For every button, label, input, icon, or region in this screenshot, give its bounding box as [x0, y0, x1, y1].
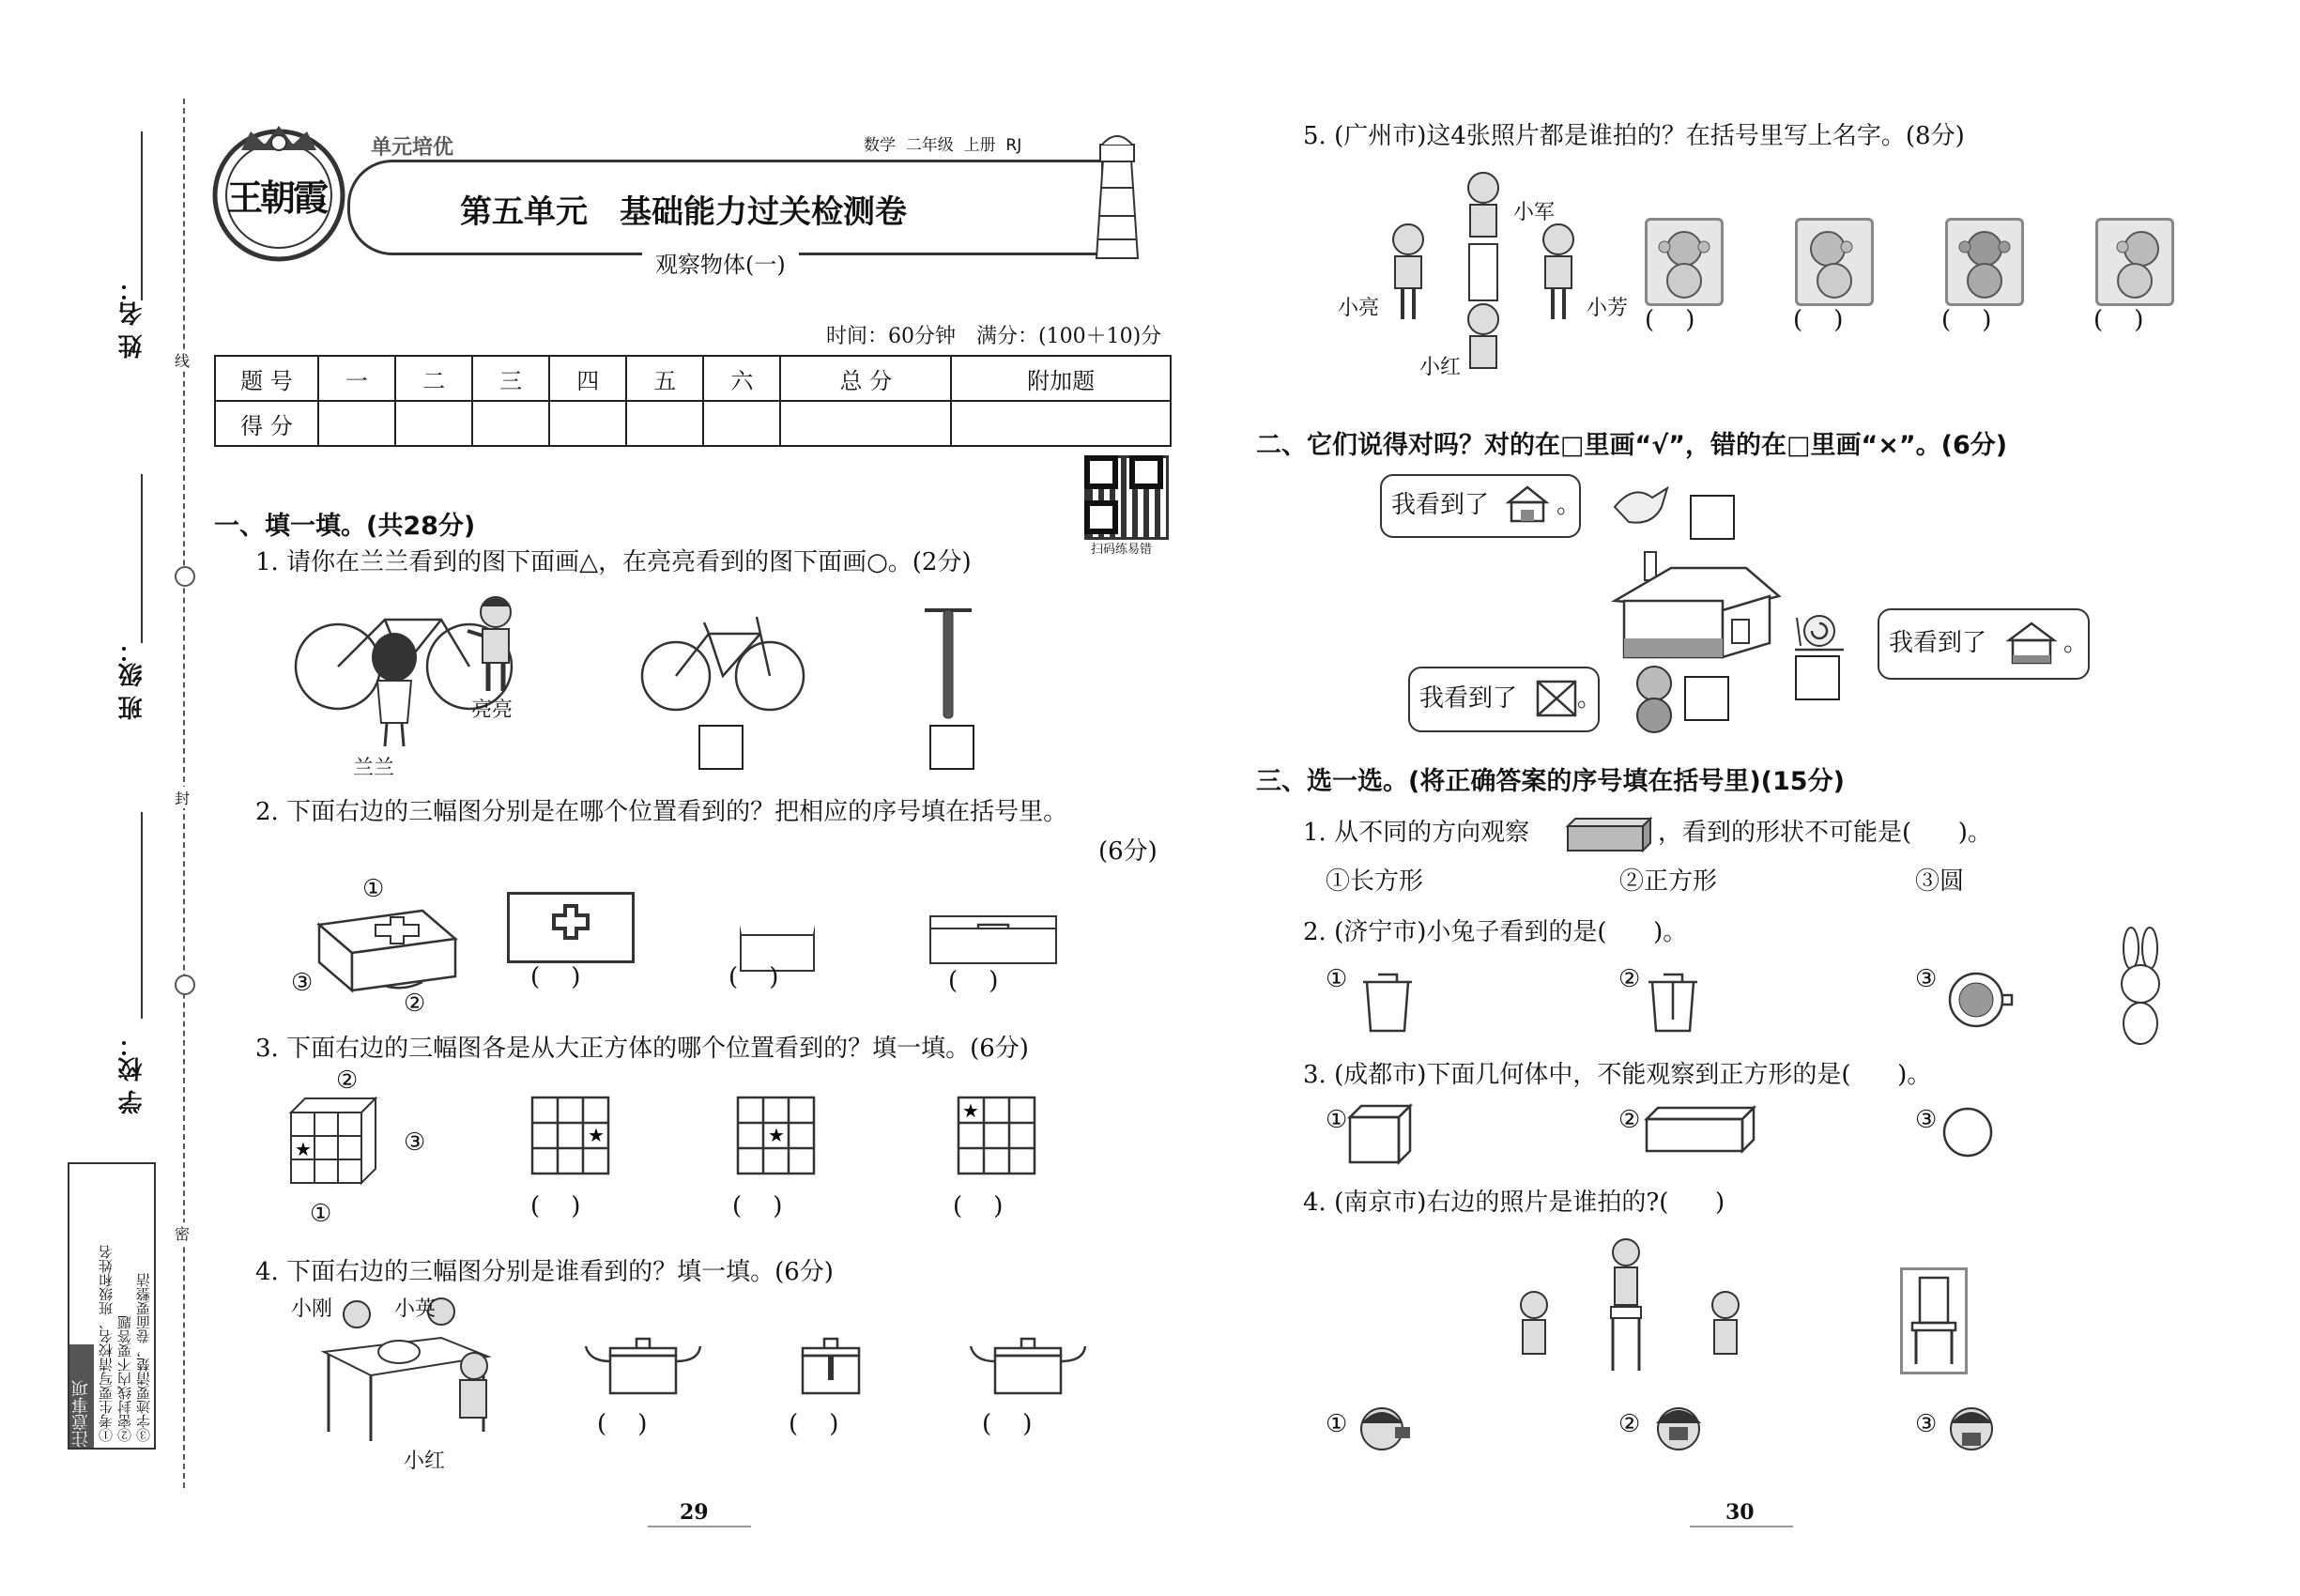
seal-dot: [175, 974, 195, 995]
kit-front-view: [929, 915, 1057, 964]
q1-bicycle-front-view: [925, 601, 972, 727]
q2-position-1: ①: [362, 875, 385, 903]
q3-answer-1[interactable]: ( ): [530, 1192, 581, 1220]
q3-position-1: ①: [310, 1200, 332, 1228]
page-title: 第五单元 基础能力过关检测卷: [460, 193, 907, 231]
grid-view-1: [531, 1097, 610, 1179]
seal-char-mi: 密: [175, 1222, 190, 1244]
q2-text: 2. 下面右边的三幅图分别是在哪个位置看到的？把相应的序号填在括号里。: [255, 798, 1068, 826]
qr-code-finder: [1084, 500, 1118, 534]
s2-answer-box-2[interactable]: [1795, 655, 1840, 700]
page-flourish: [1690, 1526, 1793, 1527]
seal-char-feng: 封: [175, 787, 190, 808]
lanlan-label: 兰兰: [353, 757, 395, 780]
s3-q4-option-3-num[interactable]: ③: [1915, 1410, 1938, 1438]
score-cell[interactable]: [472, 401, 549, 446]
xiaojun-label: 小军: [1513, 201, 1556, 224]
svg-text:★: ★: [768, 1124, 785, 1146]
school-label: 学 校：: [118, 1033, 146, 1115]
table-cell: 二: [395, 356, 472, 401]
cuboid-shape: [1645, 1106, 1757, 1157]
q2-answer-3[interactable]: ( ): [948, 967, 999, 995]
kit-top-view: [507, 892, 635, 963]
seal-dot: [175, 566, 195, 587]
name-line: [141, 131, 143, 300]
bubble-end: 。: [1556, 491, 1582, 519]
table-row: [215, 401, 1171, 446]
bubble-text: 我看到了: [1419, 684, 1518, 713]
q2-position-3: ③: [291, 969, 314, 997]
table-cell: 总 分: [780, 356, 951, 401]
section-1-heading: 一、填一填。(共28分): [214, 512, 476, 541]
name-label: 姓 名：: [118, 277, 146, 360]
s3-q3-text: 3. (成都市)下面几何体中，不能观察到正方形的是( )。: [1303, 1061, 1932, 1089]
xiaofang-label: 小芳: [1587, 297, 1629, 320]
score-cell[interactable]: [780, 401, 951, 446]
s3-q1-text-b: ，看到的形状不可能是( )。: [1658, 819, 1992, 847]
table-cell: 三: [472, 356, 549, 401]
q1-bicycle-side-view: [638, 606, 807, 722]
note-2: ②密封线内不要答题: [116, 1315, 133, 1442]
binding-strip: [0, 0, 191, 1596]
table-cell: 五: [626, 356, 703, 401]
q5-answer-3[interactable]: ( ): [1941, 306, 1992, 334]
q3-position-3: ③: [404, 1128, 426, 1157]
score-cell[interactable]: [626, 401, 703, 446]
s3-q3-option-1-num[interactable]: ①: [1326, 1106, 1348, 1134]
q4-answer-1[interactable]: ( ): [597, 1410, 648, 1438]
teapot-view-3: [967, 1333, 1089, 1403]
chair-photo: [1900, 1267, 1968, 1374]
svg-text:★: ★: [962, 1099, 979, 1122]
meta-line: 数学 二年级 上册 RJ: [864, 136, 1022, 155]
q2-position-2: ②: [404, 990, 426, 1018]
svg-text:★: ★: [588, 1124, 605, 1146]
class-label: 班 级：: [118, 638, 146, 721]
rabbit-icon: [2093, 929, 2187, 1055]
liangliang-label: 亮亮: [471, 698, 514, 722]
q4-text: 4. 下面右边的三幅图分别是谁看到的？填一填。(6分): [255, 1258, 834, 1286]
table-cell: 一: [318, 356, 395, 401]
monkey-photo-3: [1945, 218, 2024, 306]
house-top-icon: [1504, 482, 1551, 529]
cube-shape: [1348, 1104, 1414, 1168]
q2-answer-2[interactable]: ( ): [728, 963, 779, 991]
grid-view-2: [737, 1097, 816, 1179]
section-2-heading: 二、它们说得对吗？对的在□里画“√”，错的在□里画“×”。(6分): [1256, 431, 2008, 460]
series-tag: 单元培优: [371, 136, 454, 160]
house-illustration: [1605, 545, 1784, 670]
qr-caption: 扫码练易错: [1091, 543, 1153, 557]
score-cell[interactable]: [549, 401, 626, 446]
s3-q1-option-3[interactable]: ③圆: [1915, 867, 1965, 896]
photo-scene: [1511, 1239, 1756, 1393]
q3-answer-3[interactable]: ( ): [953, 1192, 1004, 1220]
table-cell: 附加题: [951, 356, 1171, 401]
teapot-view-1: [582, 1333, 704, 1403]
s3-q4-option-2-num[interactable]: ②: [1618, 1410, 1641, 1438]
q4-answer-3[interactable]: ( ): [982, 1410, 1033, 1438]
teapot-view-2: [798, 1333, 864, 1403]
lighthouse-icon: [1080, 131, 1155, 267]
monkey-icon: [1626, 661, 1682, 740]
table-cell: 题 号: [215, 356, 318, 401]
subtitle: 观察物体(一): [642, 246, 799, 279]
liangliang-figure: [468, 593, 524, 700]
q3-answer-2[interactable]: ( ): [732, 1192, 783, 1220]
note-1: ①考生要写清校名、班级和姓名: [98, 1245, 115, 1442]
xiaoliang-label: 小亮: [1338, 297, 1380, 320]
s2-answer-box-1[interactable]: [1690, 495, 1735, 540]
table-row: [215, 356, 1171, 401]
qr-code-finder: [1084, 455, 1118, 489]
q2-score: (6分): [1098, 837, 1158, 866]
s3-q2-option-3-num[interactable]: ③: [1915, 965, 1938, 993]
note-3: ③字迹要清楚，卷面要整洁: [135, 1273, 152, 1442]
page-flourish: [648, 1526, 751, 1527]
cup-view-3: [1943, 967, 2018, 1036]
time-score: 时间：60分钟 满分：(100＋10)分: [826, 325, 1162, 348]
notes-box: [68, 1162, 156, 1450]
class-line: [141, 474, 143, 643]
q3-position-2: ②: [336, 1067, 359, 1095]
s3-q3-option-3-num[interactable]: ③: [1915, 1106, 1938, 1134]
house-front-icon: [2005, 618, 2058, 668]
score-cell[interactable]: [395, 401, 472, 446]
brand-logo: [208, 122, 349, 263]
monkey-photo-4: [2095, 218, 2174, 306]
s3-q1-option-2[interactable]: ②正方形: [1619, 867, 1718, 896]
speech-bubble-3: [1408, 667, 1600, 732]
cup-view-1: [1359, 969, 1416, 1038]
photographer-2: [1648, 1399, 1709, 1465]
brand-name: 王朝霞: [227, 176, 327, 219]
xiaohong-label-q4: 小红: [404, 1450, 446, 1473]
photographer-3: [1943, 1401, 2000, 1465]
s3-q4-option-1-num[interactable]: ①: [1326, 1410, 1348, 1438]
house-side-icon: [1536, 680, 1577, 717]
snail-icon: [1791, 608, 1848, 659]
q5-text: 5. (广州市)这4张照片都是谁拍的？在括号里写上名字。(8分): [1303, 122, 1965, 150]
table-cell: 得 分: [215, 401, 318, 446]
q5-kids-scene: [1380, 169, 1596, 389]
photographer-1: [1356, 1401, 1412, 1465]
grid-view-3: [958, 1097, 1036, 1179]
sphere-shape: [1941, 1106, 1994, 1162]
cup-view-2: [1645, 969, 1701, 1038]
q1-answer-box-1[interactable]: [698, 725, 744, 770]
monkey-photo-2: [1795, 218, 1874, 306]
score-cell[interactable]: [703, 401, 780, 446]
s3-q3-option-2-num[interactable]: ②: [1618, 1106, 1641, 1134]
table-cell: 六: [703, 356, 780, 401]
monkey-photo-1: [1645, 218, 1724, 306]
notes-title: 注意事项: [69, 1344, 94, 1448]
s3-q1-text-a: 1. 从不同的方向观察: [1303, 819, 1530, 847]
q5-answer-2[interactable]: ( ): [1793, 306, 1844, 334]
section-3-heading: 三、选一选。(将正确答案的序号填在括号里)(15分): [1256, 767, 1845, 796]
q4-answer-2[interactable]: ( ): [789, 1410, 839, 1438]
bubble-text: 我看到了: [1391, 491, 1490, 519]
q5-answer-1[interactable]: ( ): [1645, 306, 1695, 334]
s3-q2-option-2-num[interactable]: ②: [1618, 965, 1641, 993]
q5-answer-4[interactable]: ( ): [2093, 306, 2144, 334]
svg-text:★: ★: [295, 1138, 312, 1160]
cube-illustration: [286, 1094, 380, 1191]
xiaohong-label-q5: 小红: [1419, 356, 1462, 379]
speech-bubble-2: [1878, 608, 2090, 680]
q3-text: 3. 下面右边的三幅图各是从大正方体的哪个位置看到的？填一填。(6分): [255, 1035, 1029, 1063]
s3-q2-text: 2. (济宁市)小兔子看到的是( )。: [1303, 918, 1688, 946]
bubble-text: 我看到了: [1889, 629, 1987, 657]
first-aid-kit-illustration: [310, 901, 460, 999]
bubble-end: 。: [1577, 684, 1602, 713]
score-table: [214, 355, 1172, 447]
speech-bubble-1: [1380, 474, 1581, 538]
table-cell: 四: [549, 356, 626, 401]
q1-answer-box-2[interactable]: [929, 725, 974, 770]
page-number-left: 29: [680, 1500, 709, 1525]
s3-q2-option-1-num[interactable]: ①: [1326, 965, 1348, 993]
s3-q1-option-1[interactable]: ①长方形: [1326, 867, 1424, 896]
qr-code-finder: [1129, 455, 1163, 489]
bubble-end: 。: [2063, 629, 2089, 657]
xiaoying-label: 小英: [394, 1297, 437, 1321]
q1-text: 1. 请你在兰兰看到的图下面画△，在亮亮看到的图下面画○。(2分): [255, 548, 972, 576]
seal-char-xian: 线: [175, 349, 190, 371]
q2-answer-1[interactable]: ( ): [530, 963, 581, 991]
score-cell[interactable]: [951, 401, 1171, 446]
school-line: [141, 812, 143, 1019]
bird-icon: [1605, 479, 1671, 539]
cuboid-icon: [1566, 817, 1652, 856]
score-cell[interactable]: [318, 401, 395, 446]
xiaogang-label: 小刚: [291, 1297, 333, 1321]
page-number-right: 30: [1725, 1500, 1755, 1525]
s2-answer-box-3[interactable]: [1684, 676, 1729, 721]
s3-q4-text: 4. (南京市)右边的照片是谁拍的?( ): [1303, 1189, 1725, 1217]
